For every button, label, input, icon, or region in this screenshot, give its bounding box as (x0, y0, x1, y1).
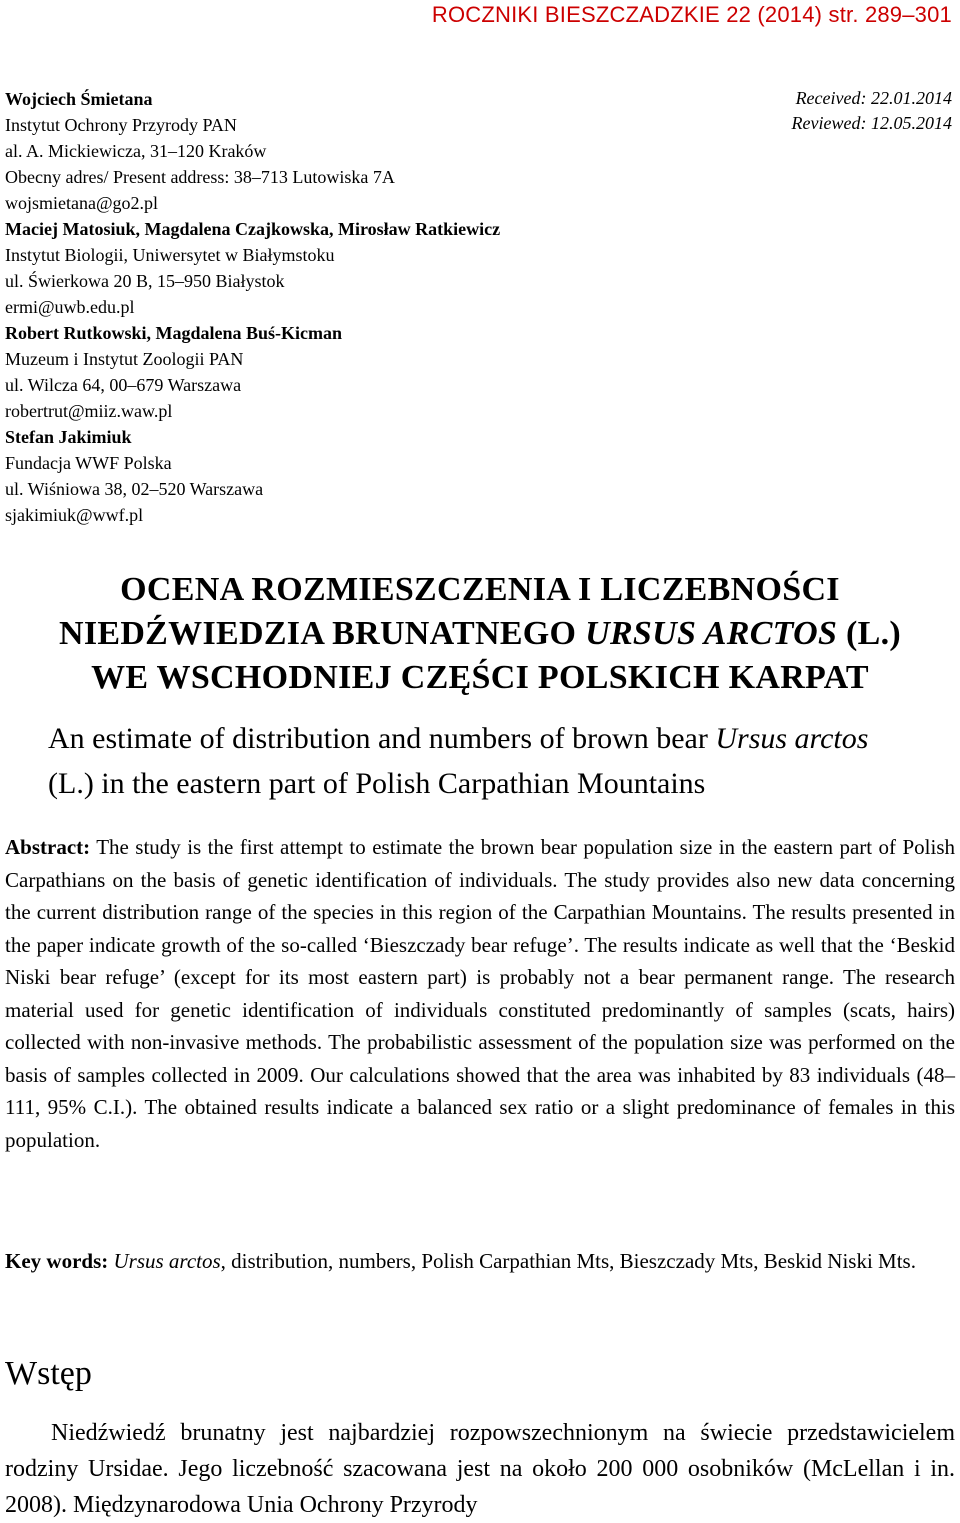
submission-dates (792, 86, 952, 136)
title-polish-line (0, 612, 960, 656)
affiliation-line: Muzeum i Instytut Zoologii PAN (5, 349, 244, 369)
author-names: Maciej Matosiuk, Magdalena Czajkowska, Mirosław Ratkiewicz (5, 219, 501, 239)
title-english-text: (L.) in the eastern part of Polish Carpathian Mountains (48, 767, 706, 800)
section-heading: Wstęp (5, 1355, 92, 1392)
species-name: URSUS ARCTOS (585, 615, 838, 652)
affiliation-line: Obecny adres/ Present address: 38–713 Lutowiska 7A (5, 167, 395, 187)
author-names: Robert Rutkowski, Magdalena Buś-Kicman (5, 323, 343, 343)
keywords-label: Key words: (5, 1249, 109, 1273)
affiliation-line: Fundacja WWF Polska (5, 453, 172, 473)
keyword-species: Ursus arctos (108, 1249, 221, 1273)
author-email: robertrut@miiz.waw.pl (5, 401, 173, 421)
section-body: Niedźwiedź brunatny jest najbardziej rozpowszechnionym na świecie przedstawicielem rodziny Ursidae. Jego liczebność szacowana jest na około 200 000 osobników (McLellan i in. 2008). Międzynarodowa Unia Ochrony Przyrody (5, 1420, 955, 1518)
reviewed-date: Reviewed: 12.05.2014 (791, 113, 952, 133)
author-affiliations (5, 86, 705, 528)
abstract-text: The study is the first attempt to estimate the brown bear population size in the eastern part of Polish Carpathians on the basis of genetic identification of individuals. The study provides also new data concerning the current distribution range of the species in this region of the Carpathian Mountains. The results presented in the paper indicate growth of the so-called ‘Bieszczady bear refuge’. The results indicate as well that the ‘Beskid Niski bear refuge’ (except for its most eastern part) is probably not a bear permanent range. The research material used for genetic identification of individuals constituted predominantly of samples (scats, hairs) collected with non-invasive methods. The probabilistic assessment of the population size was performed on the basis of samples collected in 2009. Our calculations showed that the area was inhabited by 83 individuals (48–111, 95% C.I.). The obtained results indicate a balanced sex ratio or a slight predominance of females in this population. (5, 835, 955, 1152)
title-polish-text: NIEDŹWIEDZIA BRUNATNEGO (58, 615, 586, 652)
abstract-label: Abstract: (5, 835, 91, 859)
affiliation-line: al. A. Mickiewicza, 31–120 Kraków (5, 141, 267, 161)
title-polish (0, 568, 960, 700)
affiliation-line: ul. Wiśniowa 38, 02–520 Warszawa (5, 479, 264, 499)
affiliation-line: ul. Wilcza 64, 00–679 Warszawa (5, 375, 242, 395)
journal-header: ROCZNIKI BIESZCZADZKIE 22 (2014) str. 289–301 (431, 2, 952, 27)
author-names: Stefan Jakimiuk (5, 427, 132, 447)
author-email: ermi@uwb.edu.pl (5, 297, 135, 317)
keywords (5, 1245, 955, 1277)
keywords-text: , distribution, numbers, Polish Carpathian Mts, Bieszczady Mts, Beskid Niski Mts. (220, 1249, 916, 1273)
received-date: Received: 22.01.2014 (795, 88, 952, 108)
author-email: wojsmietana@go2.pl (5, 193, 159, 213)
title-english (48, 716, 916, 806)
title-polish-line: WE WSCHODNIEJ CZĘŚCI POLSKICH KARPAT (91, 659, 869, 696)
title-english-text: An estimate of distribution and numbers of brown bear (48, 722, 716, 755)
author-email: sjakimiuk@wwf.pl (5, 505, 144, 525)
species-name: Ursus arctos (715, 722, 869, 755)
title-polish-text: (L.) (837, 615, 902, 652)
title-polish-line: OCENA ROZMIESZCZENIA I LICZEBNOŚCI (120, 571, 840, 608)
affiliation-line: ul. Świerkowa 20 B, 15–950 Białystok (5, 271, 285, 291)
abstract (5, 831, 955, 1156)
affiliation-line: Instytut Ochrony Przyrody PAN (5, 115, 237, 135)
author-names: Wojciech Śmietana (5, 89, 153, 109)
affiliation-line: Instytut Biologii, Uniwersytet w Białymstoku (5, 245, 335, 265)
